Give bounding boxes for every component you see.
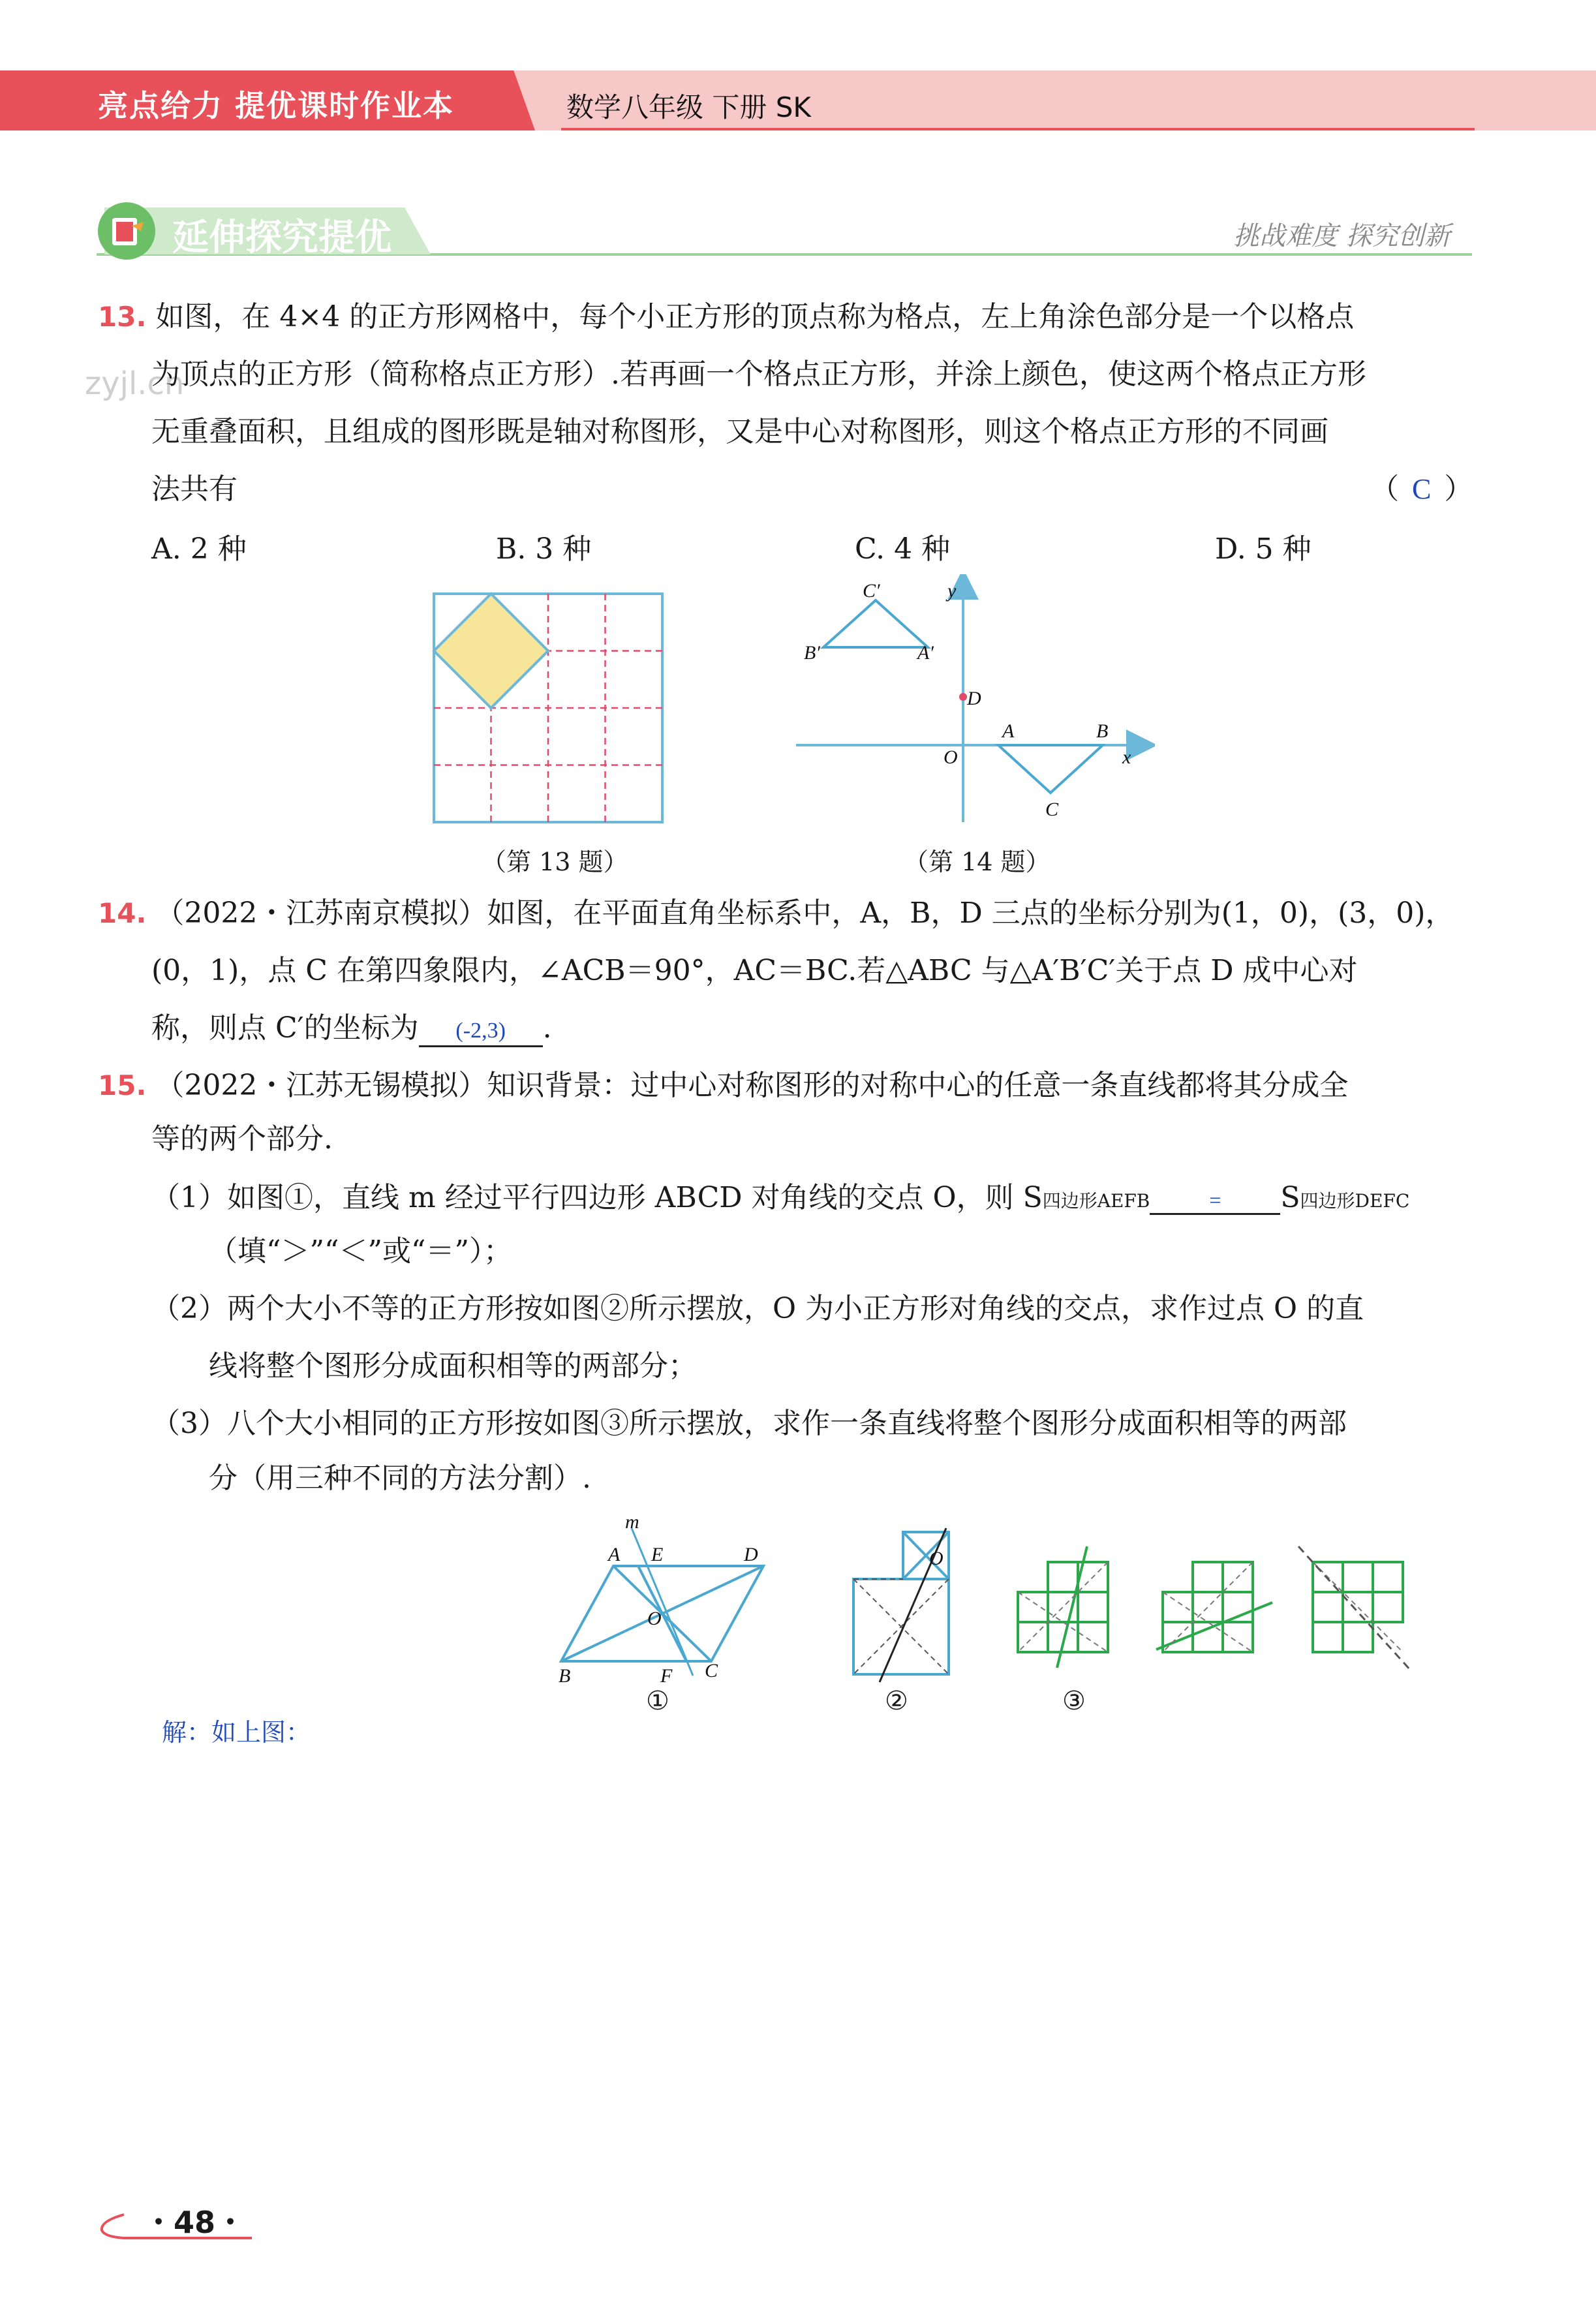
svg-text:F: F	[660, 1665, 673, 1683]
label-y: y	[947, 580, 957, 602]
q13-option-d: D. 5 种	[1215, 532, 1312, 566]
q13-line-1: 13. 如图，在 4×4 的正方形网格中，每个小正方形的顶点称为格点，左上角涂色部分是一个以格点	[98, 300, 1355, 333]
label-c: C	[1045, 799, 1059, 820]
watermark: zyjl.cn	[85, 365, 185, 402]
q15-part2-line-1: （2）两个大小不等的正方形按如图②所示摆放，O 为小正方形对角线的交点，求作过点 O 的直	[151, 1292, 1364, 1325]
section-subtitle: 挑战难度 探究创新	[1233, 221, 1450, 251]
label-b: B	[1096, 720, 1109, 742]
q13-answer: C	[1412, 473, 1432, 505]
q15-solution: 解：如上图：	[162, 1719, 311, 1747]
svg-text:C: C	[705, 1660, 718, 1681]
q14-line-1: 14. （2022・江苏南京模拟）如图，在平面直角坐标系中，A，B，D 三点的坐标分别为(1，0)，(3，0)，	[98, 897, 1454, 930]
label-x: x	[1122, 746, 1131, 768]
q15-figure-2	[848, 1527, 959, 1683]
header-underline	[561, 128, 1475, 130]
q13-caption: （第 13 题）	[482, 848, 628, 876]
q15-figure-1	[555, 1514, 770, 1683]
q15-part3-line-1: （3）八个大小相同的正方形按如图③所示摆放，求作一条直线将整个图形分成面积相等的两部	[151, 1407, 1347, 1440]
header-book-title: 数学八年级 下册 SK	[566, 91, 811, 123]
q15-part1-hint: （填“＞”“＜”或“＝”）；	[209, 1235, 512, 1268]
q15-number: 15.	[98, 1069, 147, 1101]
svg-text:m: m	[625, 1514, 639, 1533]
q13-grid-figure	[431, 591, 666, 825]
q13-line-3: 无重叠面积，且组成的图形既是轴对称图形，又是中心对称图形，则这个格点正方形的不同画	[151, 415, 1328, 448]
q15-figure-2-number: ②	[885, 1686, 908, 1716]
q14-coordinate-figure	[790, 574, 1155, 835]
svg-text:B: B	[559, 1665, 571, 1683]
q13-line-2: 为顶点的正方形（简称格点正方形）.若再画一个格点正方形，并涂上颜色，使这两个格点正方形	[151, 358, 1366, 391]
q13-answer-bracket: （ C ）	[1370, 472, 1473, 506]
label-d: D	[967, 688, 981, 709]
section-title: 延伸探究提优	[172, 217, 391, 259]
q15-part3-line-2: 分（用三种不同的方法分割）.	[209, 1462, 591, 1495]
q15-part2-line-2: 线将整个图形分成面积相等的两部分；	[209, 1349, 697, 1383]
label-o: O	[944, 746, 958, 768]
q13-number: 13.	[98, 301, 147, 333]
q15-figure-1-number: ①	[646, 1686, 669, 1716]
label-c-prime: C′	[863, 580, 880, 602]
q13-line-4: 法共有	[151, 472, 238, 506]
q15-part1: （1）如图①，直线 m 经过平行四边形 ABCD 对角线的交点 O，则 S四边形AEFB = S四边形DEFC	[151, 1181, 1410, 1214]
q13-option-a: A. 2 种	[151, 532, 247, 566]
svg-text:O: O	[929, 1548, 944, 1569]
svg-text:O: O	[647, 1608, 662, 1629]
q15-figure-3-number: ③	[1062, 1686, 1086, 1716]
q14-caption: （第 14 题）	[904, 848, 1051, 876]
q15-line-1: 15. （2022・江苏无锡模拟）知识背景：过中心对称图形的对称中心的任意一条直线都将其分成全	[98, 1069, 1349, 1102]
svg-text:E: E	[651, 1544, 664, 1565]
label-a: A	[1002, 720, 1015, 742]
header-brand: 亮点给力 提优课时作业本	[98, 88, 455, 123]
q13-option-c: C. 4 种	[855, 532, 951, 566]
book-icon	[98, 202, 155, 260]
page-number: ・48・	[144, 2205, 246, 2240]
q14-line-3: 称，则点 C′的坐标为 (-2,3) .	[151, 1009, 552, 1048]
svg-text:A: A	[608, 1544, 621, 1565]
label-a-prime: A′	[917, 642, 934, 664]
svg-text:D: D	[744, 1544, 758, 1565]
q15-figure-3	[1011, 1540, 1416, 1677]
q15-part1-answer: =	[1150, 1187, 1280, 1215]
q14-number: 14.	[98, 897, 147, 929]
q14-line-2: (0，1)，点 C 在第四象限内，∠ACB＝90°，AC＝BC.若△ABC 与△A′B′C′关于点 D 成中心对	[151, 954, 1358, 987]
q13-option-b: B. 3 种	[496, 532, 592, 566]
q14-answer: (-2,3)	[419, 1017, 543, 1047]
q15-line-2: 等的两个部分.	[151, 1122, 333, 1156]
label-b-prime: B′	[804, 642, 820, 664]
